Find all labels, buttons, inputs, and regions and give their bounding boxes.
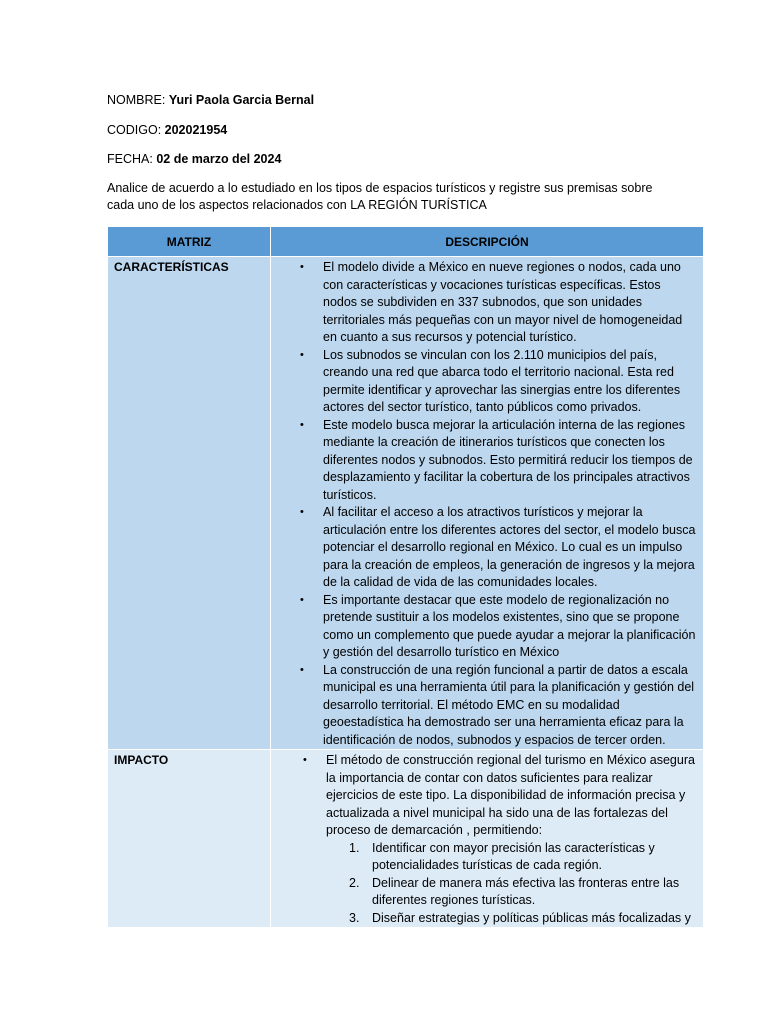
impact-numbered-list: [277, 840, 697, 928]
list-item-text: El modelo divide a México en nueve regiones o nodos, cada uno con características y vocaciones turísticas específicas. Estos nodos se subdividen en 337 subnodos, que son unidades territoriales más pequeñas con un mayor nivel de homogeneidad en cuanto a sus recursos y potencial turístico.: [323, 260, 683, 344]
table-header-row: [108, 227, 704, 257]
list-item: [277, 840, 697, 875]
date-line: [107, 152, 281, 167]
bullet-icon: •: [300, 261, 304, 273]
bullet-icon: •: [300, 593, 304, 606]
matrix-table: [107, 226, 704, 928]
list-item-text: Delinear de manera más efectiva las fronteras entre las diferentes regiones turísticas.: [372, 875, 680, 907]
bullet-icon: •: [300, 663, 304, 676]
row-description-impacto: [271, 750, 704, 928]
list-item-text: Al facilitar el acceso a los atractivos turísticos y mejorar la articulación entre los diferentes actores del sector, el modelo busca potenciar el desarrollo regional en México. Lo cual es un impulso para la creación de empleos, la generación de ingresos y la mejora de la calidad de vida de las comunidades locales.: [323, 505, 696, 589]
instructions-line-2: cada uno de los aspectos relacionados con LA REGIÓN TURÍSTICA: [107, 198, 487, 212]
list-item: [277, 347, 697, 417]
list-item-text: Identificar con mayor precisión las características y potencialidades turísticas de cada región.: [372, 840, 655, 872]
column-header-matriz: MATRIZ: [108, 227, 271, 257]
date-label: FECHA:: [107, 152, 153, 166]
bullet-icon: •: [300, 506, 304, 518]
impact-bullet-text: El método de construcción regional del turismo en México asegura la importancia de contar con datos suficientes para realizar ejercicios de este tipo. La disponibilidad de información precisa y actualizada a nivel municipal ha sido una de las fortalezas del proceso de demarcación , permitiendo:: [326, 753, 695, 837]
name-value: Yuri Paola Garcia Bernal: [168, 93, 315, 107]
table-row-impacto: [108, 750, 704, 928]
row-label-impacto: IMPACTO: [108, 750, 271, 928]
list-number: 1.: [349, 840, 360, 855]
code-value: 202021954: [164, 123, 228, 137]
name-line: [107, 93, 314, 108]
row-description-caracteristicas: [271, 257, 704, 750]
list-item: [277, 592, 697, 662]
instructions-line-1: Analice de acuerdo a lo estudiado en los tipos de espacios turísticos y registre sus premisas sobre: [107, 181, 653, 195]
list-item-text: La construcción de una región funcional a partir de datos a escala municipal es una herramienta útil para la planificación y gestión del desarrollo territorial. El método EMC en su modalidad geoestadística ha demostrado ser una herramienta eficaz para la identificación de nodos, subnodos y espacios de tercer orden.: [323, 662, 695, 747]
date-value: 02 de marzo del 2024: [156, 152, 282, 166]
table-row-caracteristicas: [108, 257, 704, 750]
code-line: [107, 123, 227, 138]
list-item: [277, 417, 697, 505]
name-label: NOMBRE:: [107, 93, 166, 107]
list-item: [277, 875, 697, 910]
list-number: 3.: [349, 910, 360, 925]
bullet-icon: •: [303, 754, 307, 766]
list-item-text: Es importante destacar que este modelo de regionalización no pretende sustituir a los modelos existentes, sino que se propone como un complemento que puede ayudar a mejorar la planificación y gestión del desarrollo turístico en México: [323, 592, 696, 659]
list-item: [277, 259, 697, 347]
list-item: [277, 662, 697, 750]
code-label: CODIGO:: [107, 123, 162, 137]
list-item-text: Diseñar estrategias y políticas públicas más focalizadas y: [372, 910, 691, 925]
column-header-descripcion: DESCRIPCIÓN: [271, 227, 704, 257]
list-item-text: Los subnodos se vinculan con los 2.110 municipios del país, creando una red que abarca todo el territorio nacional. Esta red permite identificar y aprovechar las sinergias entre los diferentes actores del sector turístico, tanto públicos como privados.: [323, 347, 681, 414]
list-item: [277, 910, 697, 928]
row-label-caracteristicas: CARACTERÍSTICAS: [108, 257, 271, 750]
bullet-icon: •: [300, 418, 304, 431]
bullet-icon: •: [300, 348, 304, 361]
impact-bullet: [277, 752, 697, 840]
list-item-text: Este modelo busca mejorar la articulación interna de las regiones mediante la creación de itinerarios turísticos que conecten los diferentes nodos y subnodos. Esto permitirá reducir los tiempos de desplazamiento y facilitar la cobertura de los principales atractivos turísticos.: [323, 417, 693, 502]
characteristics-list: [277, 259, 697, 749]
list-item: [277, 504, 697, 592]
list-number: 2.: [349, 875, 360, 890]
instructions-paragraph: [107, 180, 707, 214]
